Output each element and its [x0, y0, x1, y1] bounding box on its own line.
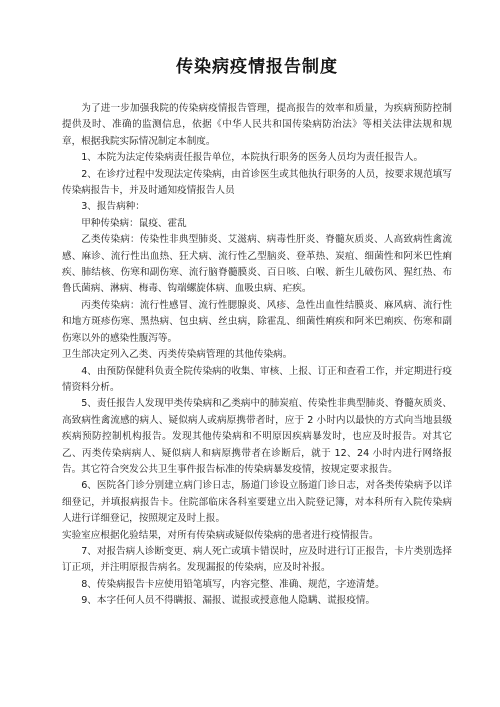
paragraph: 乙类传染病：传染性非典型肺炎、艾滋病、病毒性肝炎、脊髓灰质炎、人高致病性禽流感、麻诊、流行性出血热、狂犬病、流行性乙型脑炎、登革热、炭疽、细菌性和阿米巴性痢疾、肺结核、伤寒和副伤寒、流行脑脊髓膜炎、百日咳、白喉、新生儿破伤风、猩红热、布鲁氏菌病、淋病、梅毒、钩端螺旋体病、血吸虫病、疟疾。 — [62, 234, 452, 295]
paragraph: 4、由预防保健科负责全院传染病的收集、审核、上报、订正和查看工作，并定期进行疫情资料分析。 — [62, 365, 452, 393]
paragraph: 丙类传染病：流行性感冒、流行性腮腺炎、风疹、急性出血性结膜炎、麻风病、流行性和地方斑疹伤寒、黑热病、包虫病、丝虫病，除霍乱、细菌性痢疾和阿米巴痢疾、伤寒和副 伤寒以外的感染性腹泻等。 — [62, 299, 452, 344]
paragraph: 1、本院为法定传染病责任报告单位，本院执行职务的医务人员均为责任报告人。 — [81, 152, 424, 164]
document-body — [62, 101, 452, 610]
document-title: 传染病疫情报告制度 — [176, 57, 338, 77]
paragraph: 甲种传染病：鼠疫、霍乱 — [81, 217, 187, 229]
paragraph: 6、医院各门诊分别建立病门诊日志，肠道门诊设立肠道门诊日志，对各类传染病予以详细登记，并填报病报告卡。住院部临床各科室要建立出入院登记簿，对本科所有入院传染病人进行详细登记，按照规定及时上报。 — [62, 480, 452, 525]
paragraph: 为了进一步加强我院的传染病疫情报告管理，提高报告的效率和质量，为疾病预防控制提供及时、准确的监测信息，依据《中华人民共和国传染病防治法》等相关法律法规和规章，根据我院实际情况制定本制度。 — [62, 103, 452, 147]
paragraph: 8、传染病报告卡应使用铅笔填写，内容完整、准确、规范，字迹清楚。 — [81, 578, 385, 590]
paragraph: 5、责任报告人发现甲类传染病和乙类病中的肺炭疽、传染性非典型肺炎、脊髓灰质炎、高致病性禽流感的病人、疑似病人或病原携带者时，应于 2 小时内以最快的方式向当地县级疾病预防控制机构报告。发现其他传染病和不明原因疾病暴发时，也应及时报告。对其它乙、丙类传染病病人、疑似病人和病原携带者在诊断后，就于 12、24 小时内进行网络报告。其它符合突发公共卫生事件报告标准的传染病暴发疫情，按规定要求报告。 — [62, 398, 452, 475]
paragraph: 实验室应根据化验结果，对所有传染病或疑似传染病的患者进行疫情报告。 — [62, 529, 379, 541]
paragraph: 3、报告病种： — [81, 201, 145, 213]
paragraph: 7、对报告病人诊断变更、病人死亡或填卡错误时，应及时进行订正报告，卡片类别选择订正项，并注明原报告病名。发现漏报的传染病，应及时补报。 — [62, 545, 452, 574]
paragraph: 2、在诊疗过程中发现法定传染病，由首诊医生或其他执行职务的人员，按要求规范填写传染病报告卡，并及时通知疫情报告人员 — [62, 168, 452, 197]
paragraph: 9、本字任何人员不得瞒报、漏报、谎报或授意他人隐瞒、谎报疫情。 — [81, 595, 376, 607]
paragraph: 卫生部决定列入乙类、丙类传染病管理的其他传染病。 — [62, 349, 293, 361]
